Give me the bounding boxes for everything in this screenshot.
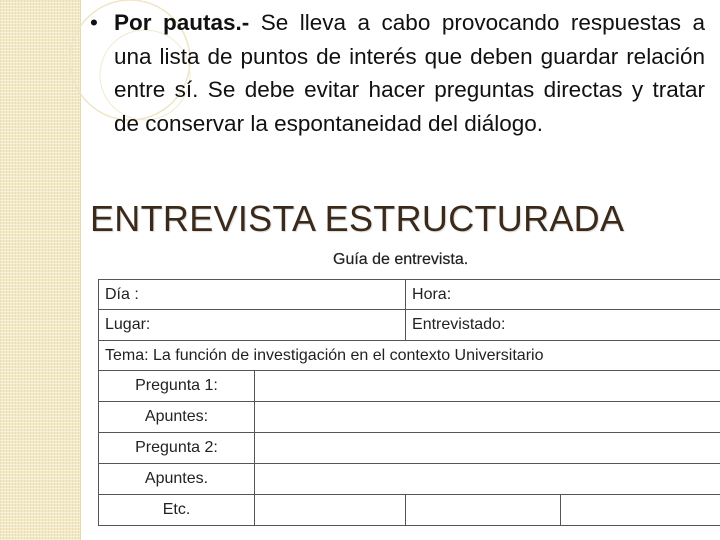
tema-cell: Tema: La función de investigación en el contexto Universitario bbox=[99, 341, 720, 371]
apuntes-1-cell: Apuntes: bbox=[99, 402, 255, 433]
table-row bbox=[99, 495, 720, 526]
pregunta-1-cell: Pregunta 1: bbox=[99, 371, 255, 402]
decorative-left-strip bbox=[0, 0, 81, 540]
pregunta-2-cell: Pregunta 2: bbox=[99, 433, 255, 464]
bullet-description: Se lleva a cabo provocando respuestas a una lista de puntos de interés que deben guardar relación entre sí. Se debe evitar hacer preguntas directas y tratar de conservar la espontaneidad del diálogo. bbox=[114, 10, 705, 136]
dia-cell: Día : bbox=[99, 280, 406, 310]
etc-cell: Etc. bbox=[99, 495, 255, 526]
bullet-symbol: • bbox=[90, 10, 98, 35]
table-row bbox=[99, 433, 720, 464]
etc-blank-cell bbox=[406, 495, 561, 526]
section-title: ENTREVISTA ESTRUCTURADA bbox=[90, 198, 625, 239]
bullet-term: Por pautas.- bbox=[114, 10, 250, 35]
bullet-text bbox=[114, 6, 705, 140]
table-row bbox=[99, 310, 720, 341]
pregunta-1-answer-cell bbox=[255, 371, 720, 402]
interview-guide-table bbox=[98, 279, 720, 526]
etc-blank-cell bbox=[255, 495, 406, 526]
etc-blank-cell bbox=[561, 495, 720, 526]
table-row bbox=[99, 280, 720, 310]
bullet-paragraph bbox=[90, 6, 705, 140]
entrevistado-cell: Entrevistado: bbox=[406, 310, 720, 341]
apuntes-2-answer-cell bbox=[255, 464, 720, 495]
table-row bbox=[99, 402, 720, 433]
hora-cell: Hora: bbox=[406, 280, 720, 310]
table-row bbox=[99, 371, 720, 402]
apuntes-1-answer-cell bbox=[255, 402, 720, 433]
table-row bbox=[99, 341, 720, 371]
table-row bbox=[99, 464, 720, 495]
lugar-cell: Lugar: bbox=[99, 310, 406, 341]
pregunta-2-answer-cell bbox=[255, 433, 720, 464]
apuntes-2-cell: Apuntes. bbox=[99, 464, 255, 495]
guide-caption: Guía de entrevista. bbox=[333, 251, 469, 268]
